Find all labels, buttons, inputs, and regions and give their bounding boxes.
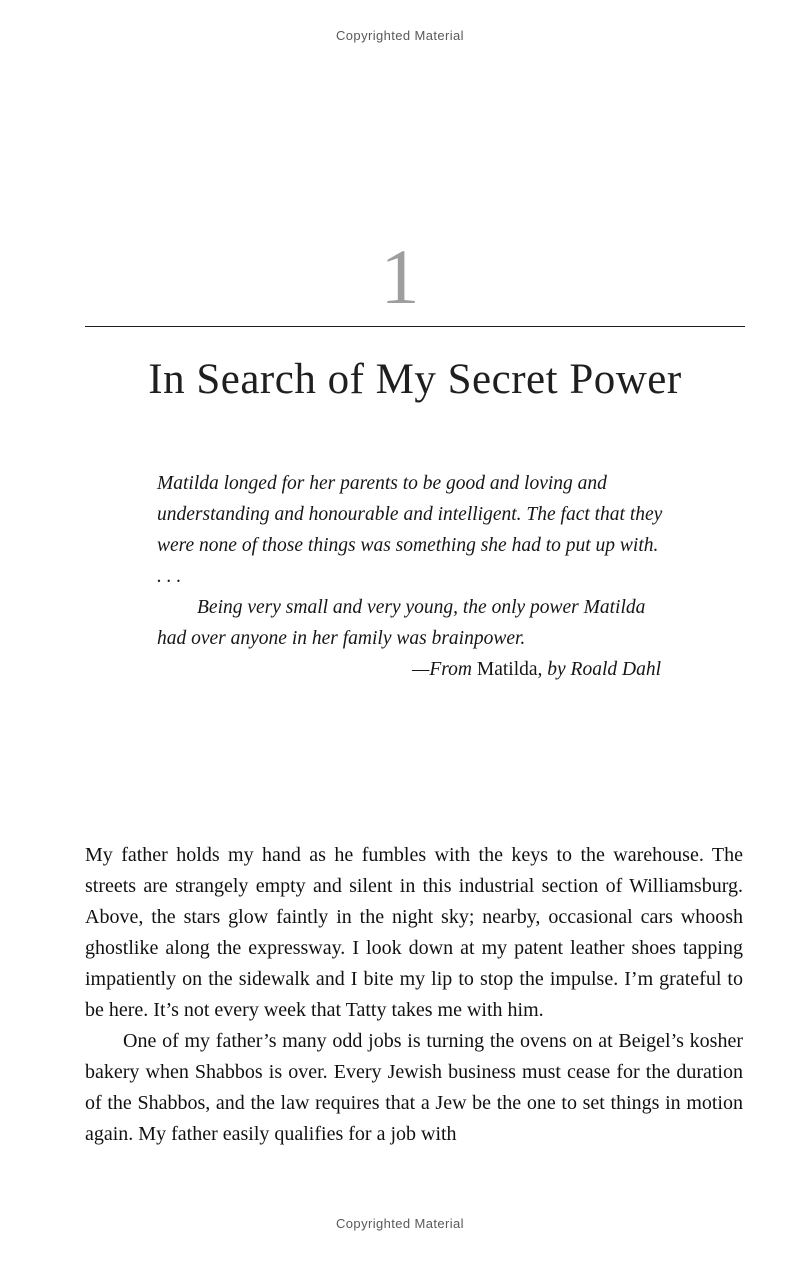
epigraph-attribution: [157, 654, 663, 685]
body-paragraph-2: One of my father’s many odd jobs is turning the ovens on at Beigel’s kosher bakery when Shabbos is over. Every Jewish business must cease for the duration of the Shabbos, and the law requires that a Jew be the one to set things in motion again. My father easily qualifies for a job with: [85, 1030, 743, 1145]
epigraph-attribution-work-title: Matilda: [476, 659, 538, 680]
body-text: [85, 840, 743, 1150]
chapter-rule: [85, 326, 745, 327]
epigraph: [157, 468, 663, 685]
copyright-notice-top: Copyrighted Material: [336, 28, 464, 43]
chapter-number: 1: [380, 233, 420, 320]
epigraph-paragraph-2: Being very small and very young, the only power Matilda had over anyone in her family was brainpower.: [157, 597, 646, 649]
body-paragraph-1: My father holds my hand as he fumbles with the keys to the warehouse. The streets are strangely empty and silent in this industrial section of Williamsburg. Above, the stars glow faintly in the night sky; nearby, occasional cars whoosh ghostlike along the expressway. I look down at my patent leather shoes tapping impatiently on the sidewalk and I bite my lip to stop the impulse. I’m grateful to be here. It’s not every week that Tatty takes me with him.: [85, 844, 743, 1021]
epigraph-paragraph-1: Matilda longed for her parents to be good and loving and understanding and honourable and intelligent. The fact that they were none of those things was something she had to put up with. . . .: [157, 473, 663, 587]
copyright-notice-bottom: Copyrighted Material: [336, 1216, 464, 1231]
chapter-title: In Search of My Secret Power: [148, 356, 682, 403]
epigraph-attribution-prefix: —From: [412, 659, 477, 680]
epigraph-attribution-suffix: , by Roald Dahl: [537, 659, 661, 680]
